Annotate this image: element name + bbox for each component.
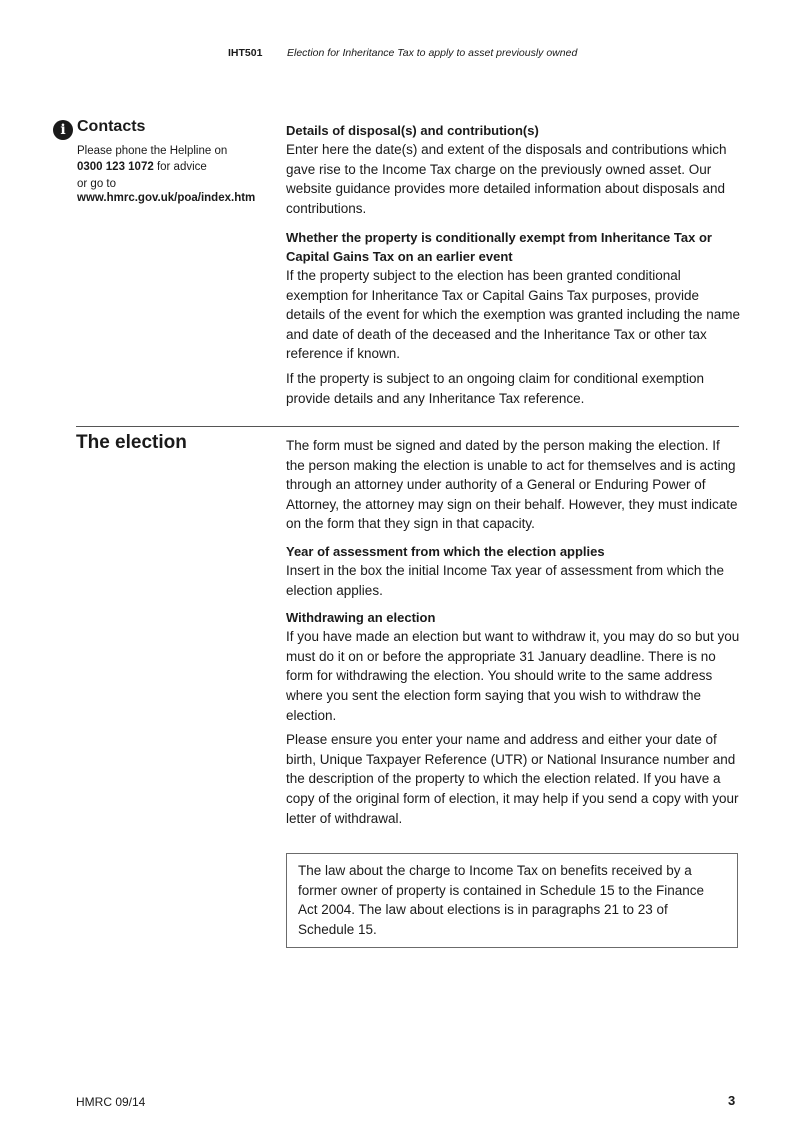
law-note-text: The law about the charge to Income Tax on benefits received by a former owner of property is contained in Schedule 15 to the Finance Act 2004. The law about elections is in paragraphs 21 to 23 of Schedule 15.: [298, 863, 704, 937]
disposals-heading: Details of disposal(s) and contribution(s): [286, 123, 539, 138]
exempt-text1: If the property subject to the election has been granted conditional exemption for Inheritance Tax or Capital Gains Tax purposes, provide details of the event for which the exemption was granted including the name and date of death of the deceased and the Inheritance Tax or other tax reference if known.: [286, 268, 741, 362]
exempt-heading: Whether the property is conditionally exempt from Inheritance Tax or Capital Gains Tax on an earlier event: [286, 230, 712, 264]
year-text: Insert in the box the initial Income Tax year of assessment from which the election applies.: [286, 562, 724, 598]
form-title: Election for Inheritance Tax to apply to asset previously owned: [287, 47, 578, 59]
form-code: IHT501: [228, 47, 263, 59]
law-note-box: [286, 853, 738, 948]
contacts-line2-suffix: for advice: [153, 161, 207, 173]
withdraw-heading: Withdrawing an election: [286, 610, 436, 626]
info-icon: i: [53, 120, 73, 140]
disposals-section: [286, 121, 741, 218]
disposals-text: Enter here the date(s) and extent of the disposals and contributions which gave rise to the Income Tax charge on the previously owned asset. Our website guidance provides more detailed information about disposals and contributions.: [286, 142, 727, 216]
contacts-line1: Please phone the Helpline on: [77, 145, 228, 157]
contacts-line3: or go to: [77, 178, 116, 190]
election-heading: The election: [76, 432, 187, 453]
contacts-url-link[interactable]: www.hmrc.gov.uk/poa/index.htm: [77, 192, 256, 204]
exempt-text2: If the property is subject to an ongoing claim for conditional exemption provide details and any Inheritance Tax reference.: [286, 370, 704, 406]
footer-reference: HMRC 09/14: [76, 1095, 146, 1109]
withdraw-text1: If you have made an election but want to withdraw it, you may do so but you must do it on or before the appropriate 31 January deadline. There is no form for withdrawing the election. You should write to the same address where you sent the election form saying that you wish to withdraw the election.: [286, 629, 740, 723]
withdraw-text2: Please ensure you enter your name and address and either your date of birth, Unique Taxpayer Reference (UTR) or National Insurance number and the description of the property to which the election related. If you have a copy of the original form of election, it may help if you send a copy with your letter of withdrawal.: [286, 732, 739, 826]
section-divider: [76, 426, 739, 427]
election-intro: The form must be signed and dated by the person making the election. If the person making the election is unable to act for themselves and is acting through an attorney under authority of a General or Enduring Power of Attorney, the attorney may sign on their behalf. However, they must indicate on the form that they sign in that capacity.: [286, 438, 738, 532]
contacts-phone-line: [77, 159, 207, 175]
page-number: 3: [728, 1093, 736, 1108]
year-heading: Year of assessment from which the election applies: [286, 543, 605, 559]
exempt-section: [286, 228, 741, 408]
contacts-heading: Contacts: [77, 118, 146, 135]
helpline-phone: 0300 123 1072: [77, 161, 154, 173]
election-section: [286, 436, 741, 828]
